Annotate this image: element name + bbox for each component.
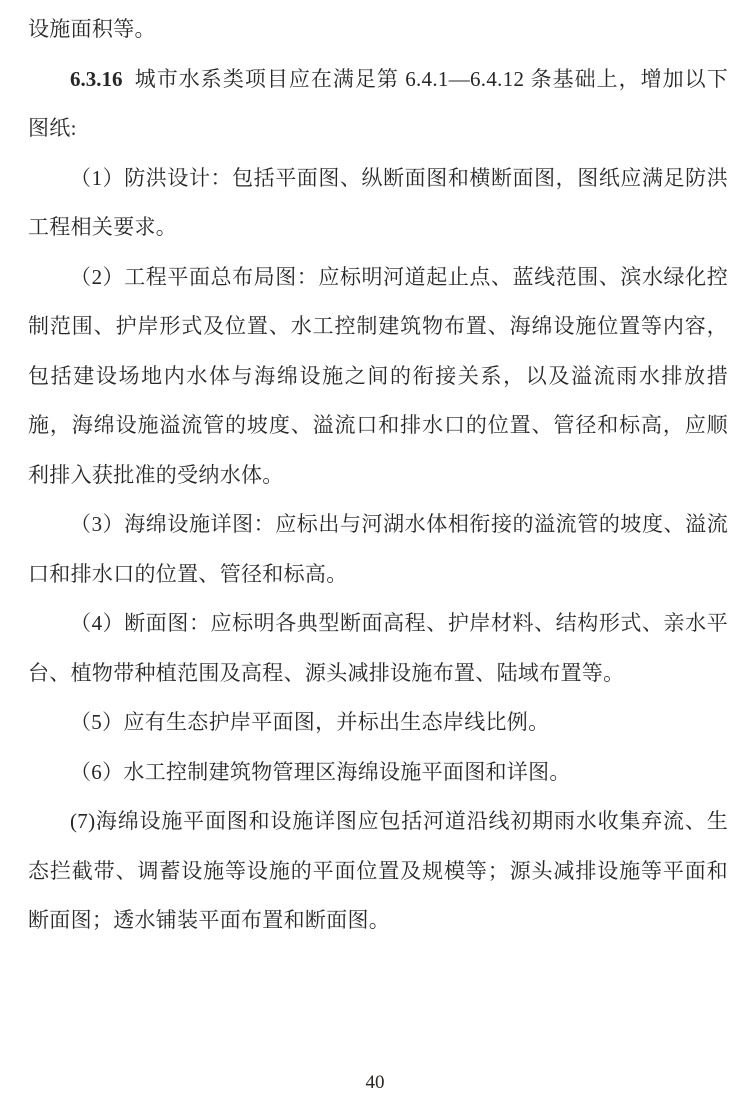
clause-text: 城市水系类项目应在满足第 6.4.1—6.4.12 条基础上，增加以下图纸: <box>28 66 728 140</box>
list-item-3: （3）海绵设施详图：应标出与河湖水体相衔接的溢流管的坡度、溢流口和排水口的位置、管径和标高。 <box>28 512 728 586</box>
paragraph-continuation: 设施面积等。 <box>28 17 156 41</box>
list-item-6: （6）水工控制建筑物管理区海绵设施平面图和详图。 <box>70 759 571 784</box>
list-item-2: （2）工程平面总布局图：应标明河道起止点、蓝线范围、滨水绿化控制范围、护岸形式及位置、水工控制建筑物布置、海绵设施位置等内容，包括建设场地内水体与海绵设施之间的衔接关系，以及溢流雨水排放措施，海绵设施溢流管的坡度、溢流口和排水口的位置、管径和标高，应顺利排入获批准的受纳水体。 <box>28 264 728 487</box>
clause-number: 6.3.16 <box>70 66 123 91</box>
list-item-1: （1）防洪设计：包括平面图、纵断面图和横断面图，图纸应满足防洪工程相关要求。 <box>28 165 728 239</box>
list-item-7: (7)海绵设施平面图和设施详图应包括河道沿线初期雨水收集弃流、生态拦截带、调蓄设施等设施的平面位置及规模等；源头减排设施等平面和断面图；透水铺装平面布置和断面图。 <box>28 809 728 932</box>
list-item-5: （5）应有生态护岸平面图，并标出生态岸线比例。 <box>70 710 550 734</box>
page-number: 40 <box>365 1072 385 1093</box>
list-item-4: （4）断面图：应标明各典型断面高程、护岸材料、结构形式、亲水平台、植物带种植范围及高程、源头减排设施布置、陆域布置等。 <box>28 611 728 685</box>
clause-6-3-16 <box>28 55 728 154</box>
document-body <box>28 5 728 946</box>
